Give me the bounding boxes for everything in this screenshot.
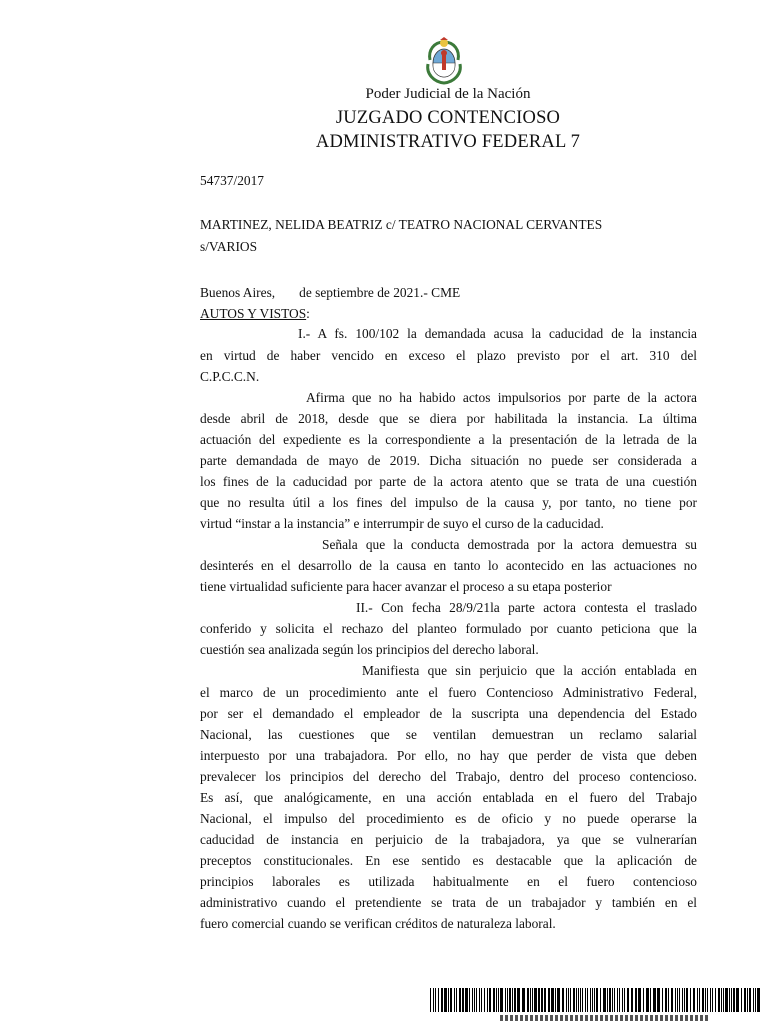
barcode-bar: [757, 988, 760, 1012]
barcode-bar: [733, 988, 735, 1012]
barcode-bar: [454, 988, 455, 1012]
barcode-bar: [580, 988, 581, 1012]
barcode-bar: [493, 988, 495, 1012]
barcode-bar: [592, 988, 593, 1012]
barcode-bar: [677, 988, 678, 1012]
barcode-bar: [607, 988, 608, 1012]
barcode-bar: [646, 988, 649, 1012]
barcode-digits: [500, 1015, 710, 1021]
barcode-bar: [643, 988, 644, 1012]
barcode-bar: [484, 988, 485, 1012]
date-text: de septiembre de 2021.- CME: [299, 285, 461, 300]
barcode-bar: [665, 988, 667, 1012]
barcode-bar: [699, 988, 700, 1012]
barcode-bar: [747, 988, 748, 1012]
barcode-bar: [653, 988, 656, 1012]
barcode-bar: [679, 988, 680, 1012]
barcode-bar: [534, 988, 537, 1012]
body-line: tiene virtualidad suficiente para hacer avanzar el proceso a su etapa posterior: [200, 579, 612, 594]
barcode-bar: [487, 988, 488, 1012]
date-city: Buenos Aires,: [200, 285, 276, 300]
barcode-bar: [509, 988, 511, 1012]
barcode-bar: [622, 988, 623, 1012]
barcode-bar: [448, 988, 449, 1012]
barcode-bar: [600, 988, 601, 1012]
barcode-bar: [721, 988, 722, 1012]
body-line: desinterés en el desarrollo de la causa en tanto lo acontecido en las actuaciones no: [200, 558, 697, 573]
body-line: conferido y solicita el rechazo del planteo formulado por cuanto peticiona que la: [200, 621, 697, 636]
barcode-bar: [594, 988, 595, 1012]
barcode-bar: [702, 988, 704, 1012]
body-line: Manifiesta que sin perjuicio que la acción entablada en: [362, 663, 697, 678]
body-line: II.- Con fecha 28/9/21la parte actora contesta el traslado: [356, 600, 697, 615]
barcode-bar: [612, 988, 613, 1012]
barcode-bar: [697, 988, 698, 1012]
barcode-bar: [566, 988, 567, 1012]
barcode-bar: [472, 988, 473, 1012]
barcode-bar: [570, 988, 571, 1012]
barcode-bar: [619, 988, 620, 1012]
barcode-bar: [541, 988, 543, 1012]
body-line: Afirma que no ha habido actos impulsorios por parte de la actora: [306, 390, 697, 405]
barcode-bar: [517, 988, 520, 1012]
barcode-bar: [573, 988, 575, 1012]
barcode-bar: [522, 988, 525, 1012]
barcode-bar: [635, 988, 637, 1012]
barcode-bar: [462, 988, 464, 1012]
barcode-bar: [657, 988, 660, 1012]
barcode-bar: [729, 988, 730, 1012]
autos-heading: AUTOS Y VISTOS: [200, 306, 307, 321]
barcode-bar: [749, 988, 751, 1012]
barcode-bar: [582, 988, 583, 1012]
body-line: administrativo cuando el pretendiente se trata de un trabajador y también en el: [200, 895, 697, 910]
barcode-bar: [707, 988, 708, 1012]
body-line: los fines de la caducidad por parte de la actora atento que se trata de una cuestión: [200, 474, 697, 489]
barcode-bar: [596, 988, 598, 1012]
barcode-bar: [456, 988, 457, 1012]
barcode-bar: [444, 988, 447, 1012]
barcode-bar: [718, 988, 720, 1012]
barcode-bar: [435, 988, 436, 1012]
barcode-bar: [489, 988, 491, 1012]
barcode-bar: [548, 988, 550, 1012]
barcode-bar: [755, 988, 756, 1012]
body-line: Señala que la conducta demostrada por la actora demuestra su: [322, 537, 697, 552]
barcode-bar: [712, 988, 713, 1012]
body-line: desde abril de 2018, desde que se diera por habilitada la instancia. La última: [200, 411, 697, 426]
body-line: preceptos constitucionales. En ese sentido es destacable que la aplicación de: [200, 853, 697, 868]
barcode-bar: [662, 988, 663, 1012]
barcode-bar: [530, 988, 531, 1012]
barcode-bar: [723, 988, 724, 1012]
barcode-bar: [544, 988, 546, 1012]
body-line: cuestión sea analizada según los principios del derecho laboral.: [200, 642, 539, 657]
barcode-bar: [512, 988, 513, 1012]
body-line: prevalecer los principios del derecho del Trabajo, dentro del proceso contencioso.: [200, 769, 697, 784]
barcode-bar: [710, 988, 711, 1012]
institution-name: Poder Judicial de la Nación: [365, 86, 531, 102]
coat-of-arms-icon: [424, 36, 464, 86]
barcode-bar: [668, 988, 669, 1012]
barcode-bar: [514, 988, 516, 1012]
barcode-bar: [476, 988, 477, 1012]
barcode-bar: [705, 988, 706, 1012]
case-caption-line-2: s/VARIOS: [200, 239, 258, 254]
barcode-bar: [686, 988, 688, 1012]
barcode-bar: [753, 988, 754, 1012]
barcode-bar: [736, 988, 739, 1012]
barcode-bar: [675, 988, 676, 1012]
barcode-bar: [438, 988, 439, 1012]
barcode-bar: [505, 988, 506, 1012]
barcode-bar: [481, 988, 482, 1012]
barcode-bar: [624, 988, 625, 1012]
barcode-bar: [614, 988, 615, 1012]
barcode-bar: [450, 988, 452, 1012]
body-line: Es así, que analógicamente, en una acción entablada en el fuero del Trabajo: [200, 790, 697, 805]
barcode-bar: [671, 988, 673, 1012]
barcode-bar: [638, 988, 641, 1012]
barcode-bar: [538, 988, 540, 1012]
court-name-line-1: JUZGADO CONTENCIOSO: [335, 108, 561, 128]
barcode-bar: [609, 988, 611, 1012]
barcode-bar: [557, 988, 560, 1012]
body-line: I.- A fs. 100/102 la demandada acusa la caducidad de la instancia: [298, 326, 697, 341]
barcode-bar: [551, 988, 554, 1012]
barcode-bar: [430, 988, 431, 1012]
body-line: parte demandada de mayo de 2019. Dicha situación no puede ser considerada a: [200, 453, 697, 468]
barcode-bar: [603, 988, 606, 1012]
barcode-bar: [690, 988, 691, 1012]
barcode-bar: [684, 988, 685, 1012]
body-line: principios laborales es utilizada habitualmente en el fuero contencioso: [200, 874, 697, 889]
barcode-bar: [725, 988, 728, 1012]
barcode-bar: [693, 988, 695, 1012]
body-line: fuero comercial cuando se verifican créditos de naturaleza laboral.: [200, 916, 556, 931]
autos-heading-line: [200, 304, 697, 324]
case-caption-line-1: MARTINEZ, NELIDA BEATRIZ c/ TEATRO NACIONAL CERVANTES: [200, 217, 603, 232]
barcode-bar: [741, 988, 742, 1012]
barcode-bar: [578, 988, 579, 1012]
body-line: virtud “instar a la instancia” e interrumpir de suyo el curso de la caducidad.: [200, 516, 604, 531]
barcode-bar: [568, 988, 569, 1012]
barcode-bar: [650, 988, 651, 1012]
barcode-bar: [459, 988, 461, 1012]
body-line: que no resulta útil a los fines del impulso de la causa y, por tanto, no tiene por: [200, 495, 697, 510]
barcode-bar: [469, 988, 470, 1012]
barcode-bar: [576, 988, 577, 1012]
body-line: caducidad de instancia en perjuicio de la trabajadora, ya que se vulnerarían: [200, 832, 697, 847]
barcode-icon: [430, 988, 760, 1012]
body-line: interpuesto por una trabajadora. Por ello, no hay que perder de vista que deben: [200, 748, 697, 763]
body-line: actuación del expediente es la correspondiente a la presentación de la letrada de la: [200, 432, 697, 447]
barcode-bar: [555, 988, 556, 1012]
barcode-bar: [527, 988, 529, 1012]
barcode-bar: [465, 988, 468, 1012]
barcode-bar: [532, 988, 533, 1012]
barcode-bar: [682, 988, 683, 1012]
barcode-bar: [496, 988, 497, 1012]
barcode-bar: [627, 988, 629, 1012]
barcode-bar: [744, 988, 746, 1012]
body-line: por ser el demandado el empleador de la suscripta una dependencia del Estado: [200, 706, 697, 721]
autos-heading-colon: :: [306, 306, 310, 321]
barcode-bar: [617, 988, 618, 1012]
date-line: [200, 283, 697, 303]
body-line: Nacional, las cuestiones que se ventilan demuestran un reclamo salarial: [200, 727, 697, 742]
barcode-bar: [631, 988, 633, 1012]
case-number: 54737/2017: [200, 173, 264, 188]
barcode-bar: [731, 988, 732, 1012]
barcode-bar: [590, 988, 591, 1012]
barcode-bar: [585, 988, 586, 1012]
body-line: en virtud de haber vencido en exceso el plazo previsto por el art. 310 del: [200, 348, 697, 363]
barcode-bar: [479, 988, 480, 1012]
barcode-bar: [715, 988, 716, 1012]
barcode-bar: [474, 988, 475, 1012]
body-line: C.P.C.C.N.: [200, 369, 260, 384]
barcode-bar: [507, 988, 508, 1012]
barcode-bar: [433, 988, 434, 1012]
barcode-bar: [587, 988, 588, 1012]
court-name-line-2: ADMINISTRATIVO FEDERAL 7: [315, 132, 581, 152]
body-line: Nacional, el impulso del procedimiento es de oficio y no puede operarse la: [200, 811, 697, 826]
barcode-bar: [498, 988, 499, 1012]
body-line: el marco de un procedimiento ante el fuero Contencioso Administrativo Federal,: [200, 685, 697, 700]
barcode-bar: [562, 988, 564, 1012]
barcode-bar: [441, 988, 443, 1012]
barcode-bar: [500, 988, 503, 1012]
